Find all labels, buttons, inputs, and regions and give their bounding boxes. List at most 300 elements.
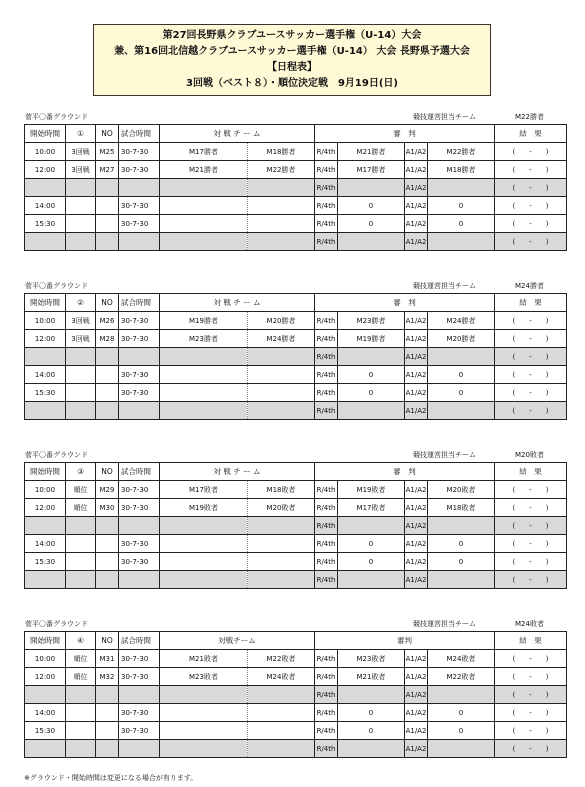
header-referee: 審 判 <box>315 294 495 312</box>
referee-r4-label: R/4th <box>315 740 338 758</box>
team-1 <box>160 348 248 366</box>
team-2 <box>248 704 315 722</box>
match-result: ( - ) <box>495 179 567 197</box>
team-1: M23敗者 <box>160 668 248 686</box>
schedule-section <box>24 617 566 758</box>
team-1 <box>160 402 248 420</box>
round-type <box>66 215 96 233</box>
match-time <box>119 517 160 535</box>
match-result: ( - ) <box>495 668 567 686</box>
referee-r4-label: R/4th <box>315 499 338 517</box>
ground-label: 菅平〇番グラウンド <box>25 282 88 290</box>
round-type: 順位 <box>66 499 96 517</box>
match-result: ( - ) <box>495 722 567 740</box>
team-1 <box>160 704 248 722</box>
header-start-time: 開始時間 <box>25 632 66 650</box>
table-row <box>25 348 567 366</box>
team-2 <box>248 179 315 197</box>
header-match-teams: 対戦チーム <box>160 632 315 650</box>
schedule-section <box>24 279 566 420</box>
team-1: M19勝者 <box>160 312 248 330</box>
referee-main: 0 <box>338 197 405 215</box>
match-no <box>96 233 119 251</box>
referee-r4-label: R/4th <box>315 481 338 499</box>
team-2 <box>248 233 315 251</box>
table-row <box>25 499 567 517</box>
team-1 <box>160 686 248 704</box>
table-row <box>25 179 567 197</box>
round-type: 3回戦 <box>66 330 96 348</box>
team-2 <box>248 535 315 553</box>
start-time <box>25 517 66 535</box>
referee-main <box>338 686 405 704</box>
operations-team: M20敗者 <box>515 451 544 459</box>
start-time: 12:00 <box>25 668 66 686</box>
round-type <box>66 740 96 758</box>
start-time <box>25 686 66 704</box>
referee-a12-label: A1/A2 <box>405 233 428 251</box>
referee-main: 0 <box>338 553 405 571</box>
referee-r4-label: R/4th <box>315 517 338 535</box>
match-result: ( - ) <box>495 402 567 420</box>
start-time: 14:00 <box>25 366 66 384</box>
referee-r4-label: R/4th <box>315 571 338 589</box>
header-match-teams: 対 戦 チ ー ム <box>160 463 315 481</box>
team-2 <box>248 384 315 402</box>
team-2: M20勝者 <box>248 312 315 330</box>
table-row <box>25 233 567 251</box>
round-type <box>66 197 96 215</box>
team-1: M21勝者 <box>160 161 248 179</box>
match-no: M32 <box>96 668 119 686</box>
round-type <box>66 722 96 740</box>
table-row <box>25 517 567 535</box>
schedule-table <box>24 293 567 420</box>
team-1 <box>160 553 248 571</box>
match-time <box>119 348 160 366</box>
referee-assistant <box>428 179 495 197</box>
match-result: ( - ) <box>495 197 567 215</box>
referee-r4-label: R/4th <box>315 553 338 571</box>
operations-team: M22勝者 <box>515 113 544 121</box>
referee-a12-label: A1/A2 <box>405 348 428 366</box>
round-type: 3回戦 <box>66 312 96 330</box>
match-result: ( - ) <box>495 215 567 233</box>
team-2 <box>248 402 315 420</box>
referee-assistant: M20敗者 <box>428 481 495 499</box>
team-2: M24敗者 <box>248 668 315 686</box>
team-1: M19敗者 <box>160 499 248 517</box>
team-2 <box>248 366 315 384</box>
match-time: 30-7-30 <box>119 215 160 233</box>
table-row <box>25 481 567 499</box>
start-time: 12:00 <box>25 161 66 179</box>
start-time: 14:00 <box>25 704 66 722</box>
referee-a12-label: A1/A2 <box>405 668 428 686</box>
table-row <box>25 215 567 233</box>
referee-r4-label: R/4th <box>315 650 338 668</box>
match-time: 30-7-30 <box>119 197 160 215</box>
referee-r4-label: R/4th <box>315 704 338 722</box>
header-no: NO <box>96 463 119 481</box>
table-header-row <box>25 463 567 481</box>
header-court: ① <box>66 125 96 143</box>
header-result: 結 果 <box>495 632 567 650</box>
round-type <box>66 571 96 589</box>
team-1: M23勝者 <box>160 330 248 348</box>
team-2: M22敗者 <box>248 650 315 668</box>
section-header <box>24 279 566 293</box>
referee-main: M17勝者 <box>338 161 405 179</box>
referee-main <box>338 233 405 251</box>
team-2: M18敗者 <box>248 481 315 499</box>
match-no: M27 <box>96 161 119 179</box>
referee-r4-label: R/4th <box>315 366 338 384</box>
referee-assistant <box>428 686 495 704</box>
team-1 <box>160 233 248 251</box>
team-2 <box>248 517 315 535</box>
referee-assistant <box>428 517 495 535</box>
match-result: ( - ) <box>495 535 567 553</box>
referee-a12-label: A1/A2 <box>405 650 428 668</box>
referee-assistant: M22勝者 <box>428 143 495 161</box>
match-no: M30 <box>96 499 119 517</box>
team-1 <box>160 179 248 197</box>
match-no <box>96 348 119 366</box>
start-time: 10:00 <box>25 312 66 330</box>
match-time: 30-7-30 <box>119 668 160 686</box>
referee-r4-label: R/4th <box>315 348 338 366</box>
match-time: 30-7-30 <box>119 553 160 571</box>
start-time <box>25 402 66 420</box>
referee-r4-label: R/4th <box>315 722 338 740</box>
match-result: ( - ) <box>495 553 567 571</box>
operations-team: M24敗者 <box>515 620 544 628</box>
referee-r4-label: R/4th <box>315 535 338 553</box>
referee-a12-label: A1/A2 <box>405 686 428 704</box>
team-2 <box>248 197 315 215</box>
referee-assistant: 0 <box>428 704 495 722</box>
round-type <box>66 535 96 553</box>
team-2 <box>248 686 315 704</box>
referee-a12-label: A1/A2 <box>405 384 428 402</box>
referee-main <box>338 740 405 758</box>
referee-main: M21勝者 <box>338 143 405 161</box>
referee-r4-label: R/4th <box>315 330 338 348</box>
referee-assistant <box>428 571 495 589</box>
match-time <box>119 740 160 758</box>
table-row <box>25 740 567 758</box>
start-time: 10:00 <box>25 481 66 499</box>
table-row <box>25 535 567 553</box>
match-result: ( - ) <box>495 517 567 535</box>
referee-main <box>338 402 405 420</box>
header-no: NO <box>96 294 119 312</box>
referee-main: 0 <box>338 366 405 384</box>
match-result: ( - ) <box>495 571 567 589</box>
section-header <box>24 110 566 124</box>
round-type <box>66 553 96 571</box>
referee-a12-label: A1/A2 <box>405 740 428 758</box>
referee-assistant <box>428 740 495 758</box>
team-1 <box>160 722 248 740</box>
round-type: 3回戦 <box>66 161 96 179</box>
match-time: 30-7-30 <box>119 722 160 740</box>
round-type <box>66 686 96 704</box>
referee-assistant: 0 <box>428 384 495 402</box>
match-time <box>119 402 160 420</box>
start-time: 10:00 <box>25 650 66 668</box>
header-court: ④ <box>66 632 96 650</box>
referee-main: M21敗者 <box>338 668 405 686</box>
team-1 <box>160 366 248 384</box>
table-row <box>25 143 567 161</box>
round-type <box>66 233 96 251</box>
header-start-time: 開始時間 <box>25 125 66 143</box>
start-time: 15:30 <box>25 215 66 233</box>
referee-main: M17敗者 <box>338 499 405 517</box>
referee-main: M19勝者 <box>338 330 405 348</box>
match-no <box>96 366 119 384</box>
start-time <box>25 571 66 589</box>
title-box <box>93 24 491 96</box>
team-2: M22勝者 <box>248 161 315 179</box>
referee-a12-label: A1/A2 <box>405 143 428 161</box>
referee-r4-label: R/4th <box>315 384 338 402</box>
match-no <box>96 402 119 420</box>
referee-a12-label: A1/A2 <box>405 517 428 535</box>
referee-assistant: M24敗者 <box>428 650 495 668</box>
round-type: 3回戦 <box>66 143 96 161</box>
referee-a12-label: A1/A2 <box>405 330 428 348</box>
referee-a12-label: A1/A2 <box>405 366 428 384</box>
referee-assistant: M18勝者 <box>428 161 495 179</box>
header-match-teams: 対 戦 チ ー ム <box>160 294 315 312</box>
match-time: 30-7-30 <box>119 330 160 348</box>
match-result: ( - ) <box>495 161 567 179</box>
match-no: M28 <box>96 330 119 348</box>
match-time <box>119 571 160 589</box>
team-1 <box>160 384 248 402</box>
referee-a12-label: A1/A2 <box>405 197 428 215</box>
match-no <box>96 179 119 197</box>
referee-main: M19敗者 <box>338 481 405 499</box>
referee-main: M23勝者 <box>338 312 405 330</box>
header-result: 結 果 <box>495 463 567 481</box>
start-time: 15:30 <box>25 384 66 402</box>
header-result: 結 果 <box>495 125 567 143</box>
team-1: M17敗者 <box>160 481 248 499</box>
start-time: 14:00 <box>25 197 66 215</box>
header-match-time: 試合時間 <box>119 125 160 143</box>
team-1 <box>160 571 248 589</box>
match-no: M26 <box>96 312 119 330</box>
match-result: ( - ) <box>495 650 567 668</box>
operations-team-label: 競技運営担当チーム <box>413 620 476 628</box>
match-time: 30-7-30 <box>119 384 160 402</box>
header-no: NO <box>96 632 119 650</box>
referee-a12-label: A1/A2 <box>405 312 428 330</box>
start-time <box>25 233 66 251</box>
round-type <box>66 348 96 366</box>
team-2: M18勝者 <box>248 143 315 161</box>
header-court: ② <box>66 294 96 312</box>
referee-assistant: M22敗者 <box>428 668 495 686</box>
team-2 <box>248 215 315 233</box>
referee-a12-label: A1/A2 <box>405 704 428 722</box>
match-time <box>119 686 160 704</box>
footnote: ※グラウンド・開始時間は変更になる場合が有ります。 <box>24 774 198 782</box>
referee-main <box>338 571 405 589</box>
team-2 <box>248 348 315 366</box>
schedule-table <box>24 462 567 589</box>
match-no <box>96 740 119 758</box>
referee-assistant <box>428 348 495 366</box>
referee-a12-label: A1/A2 <box>405 481 428 499</box>
table-row <box>25 704 567 722</box>
referee-assistant <box>428 233 495 251</box>
table-header-row <box>25 294 567 312</box>
referee-a12-label: A1/A2 <box>405 571 428 589</box>
match-time: 30-7-30 <box>119 704 160 722</box>
match-result: ( - ) <box>495 704 567 722</box>
team-1 <box>160 740 248 758</box>
title-line-1: 第27回長野県クラブユースサッカー選手権（U-14）大会 <box>162 30 422 41</box>
round-type: 順位 <box>66 668 96 686</box>
round-type <box>66 179 96 197</box>
match-time: 30-7-30 <box>119 312 160 330</box>
header-referee: 審 判 <box>315 125 495 143</box>
round-type: 順位 <box>66 481 96 499</box>
match-result: ( - ) <box>495 499 567 517</box>
referee-a12-label: A1/A2 <box>405 215 428 233</box>
schedule-section <box>24 448 566 589</box>
referee-a12-label: A1/A2 <box>405 722 428 740</box>
start-time: 15:30 <box>25 553 66 571</box>
ground-label: 菅平〇番グラウンド <box>25 113 88 121</box>
round-type: 順位 <box>66 650 96 668</box>
table-row <box>25 668 567 686</box>
section-header <box>24 448 566 462</box>
referee-main <box>338 179 405 197</box>
team-1 <box>160 535 248 553</box>
round-type <box>66 402 96 420</box>
referee-r4-label: R/4th <box>315 402 338 420</box>
operations-team-label: 競技運営担当チーム <box>413 113 476 121</box>
header-no: NO <box>96 125 119 143</box>
referee-r4-label: R/4th <box>315 215 338 233</box>
start-time: 12:00 <box>25 499 66 517</box>
title-line-3: 【日程表】 <box>267 62 317 73</box>
table-row <box>25 402 567 420</box>
referee-assistant: 0 <box>428 366 495 384</box>
referee-a12-label: A1/A2 <box>405 402 428 420</box>
referee-r4-label: R/4th <box>315 312 338 330</box>
match-no <box>96 686 119 704</box>
round-type <box>66 517 96 535</box>
referee-main: 0 <box>338 384 405 402</box>
team-2: M20敗者 <box>248 499 315 517</box>
team-2 <box>248 553 315 571</box>
title-line-4: 3回戦（ベスト８）・順位決定戦 9月19日(日) <box>186 78 398 89</box>
referee-main <box>338 517 405 535</box>
referee-main: M23敗者 <box>338 650 405 668</box>
match-time: 30-7-30 <box>119 481 160 499</box>
header-match-time: 試合時間 <box>119 294 160 312</box>
table-row <box>25 330 567 348</box>
header-referee: 審 判 <box>315 463 495 481</box>
match-no <box>96 722 119 740</box>
match-time: 30-7-30 <box>119 366 160 384</box>
referee-assistant: M24勝者 <box>428 312 495 330</box>
match-result: ( - ) <box>495 312 567 330</box>
match-result: ( - ) <box>495 481 567 499</box>
section-header <box>24 617 566 631</box>
team-2 <box>248 722 315 740</box>
match-result: ( - ) <box>495 330 567 348</box>
table-row <box>25 197 567 215</box>
start-time <box>25 179 66 197</box>
match-result: ( - ) <box>495 740 567 758</box>
referee-r4-label: R/4th <box>315 668 338 686</box>
match-result: ( - ) <box>495 348 567 366</box>
referee-r4-label: R/4th <box>315 233 338 251</box>
match-time <box>119 233 160 251</box>
referee-a12-label: A1/A2 <box>405 499 428 517</box>
match-time: 30-7-30 <box>119 535 160 553</box>
table-row <box>25 650 567 668</box>
header-match-time: 試合時間 <box>119 632 160 650</box>
round-type <box>66 384 96 402</box>
start-time: 15:30 <box>25 722 66 740</box>
referee-assistant: 0 <box>428 197 495 215</box>
match-result: ( - ) <box>495 686 567 704</box>
referee-a12-label: A1/A2 <box>405 535 428 553</box>
referee-a12-label: A1/A2 <box>405 553 428 571</box>
referee-assistant: 0 <box>428 553 495 571</box>
referee-assistant: M20勝者 <box>428 330 495 348</box>
schedule-table <box>24 124 567 251</box>
match-time: 30-7-30 <box>119 499 160 517</box>
referee-r4-label: R/4th <box>315 143 338 161</box>
match-no <box>96 384 119 402</box>
team-2 <box>248 740 315 758</box>
round-type <box>66 366 96 384</box>
referee-assistant: M18敗者 <box>428 499 495 517</box>
start-time: 12:00 <box>25 330 66 348</box>
match-time: 30-7-30 <box>119 143 160 161</box>
match-no <box>96 535 119 553</box>
match-no <box>96 517 119 535</box>
match-no <box>96 197 119 215</box>
table-row <box>25 366 567 384</box>
schedule-section <box>24 110 566 251</box>
match-result: ( - ) <box>495 366 567 384</box>
match-no: M31 <box>96 650 119 668</box>
referee-assistant: 0 <box>428 215 495 233</box>
referee-main: 0 <box>338 722 405 740</box>
referee-main: 0 <box>338 215 405 233</box>
match-result: ( - ) <box>495 384 567 402</box>
table-header-row <box>25 632 567 650</box>
header-court: ③ <box>66 463 96 481</box>
header-start-time: 開始時間 <box>25 463 66 481</box>
match-no <box>96 704 119 722</box>
operations-team-label: 競技運営担当チーム <box>413 451 476 459</box>
ground-label: 菅平〇番グラウンド <box>25 451 88 459</box>
referee-r4-label: R/4th <box>315 197 338 215</box>
header-match-time: 試合時間 <box>119 463 160 481</box>
